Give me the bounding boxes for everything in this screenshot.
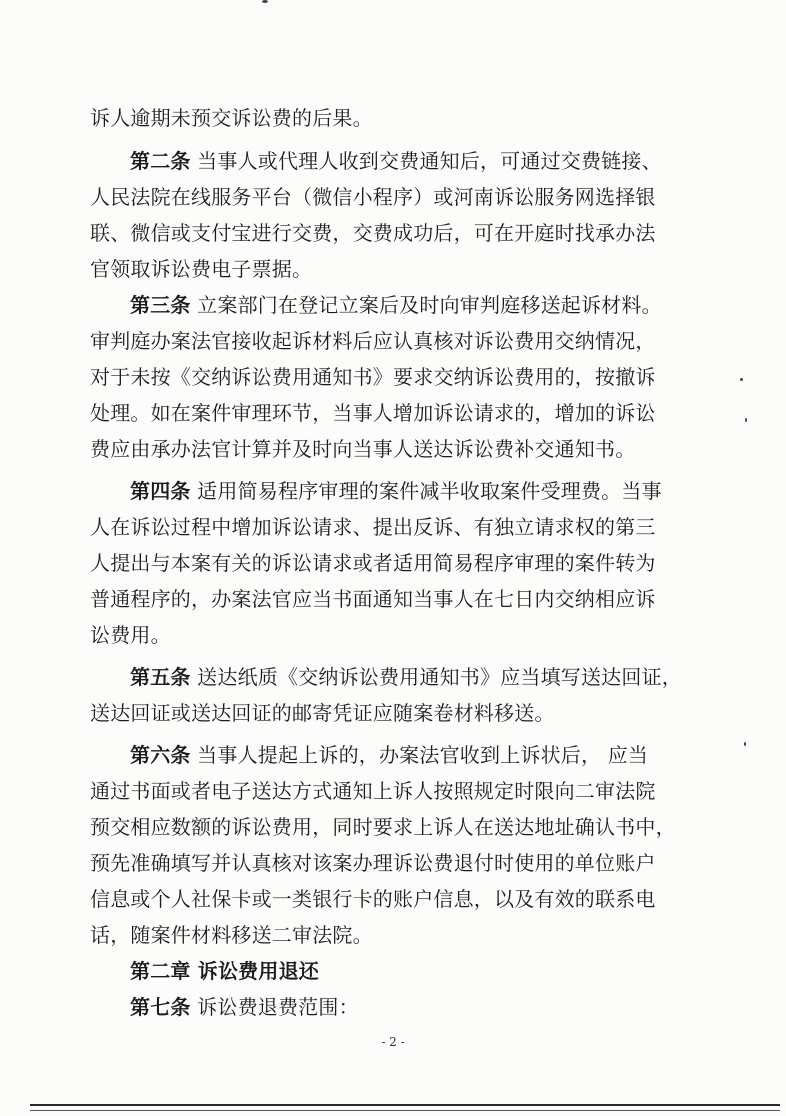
text-line: 讼费用。: [90, 623, 171, 647]
text-line: 诉讼费退费范围：: [197, 995, 359, 1019]
bottom-rule-thin: [30, 1110, 780, 1111]
page-number: - 2 -: [381, 1035, 405, 1049]
text-line: 送达回证或送达回证的邮寄凭证应随案卷材料移送。: [90, 701, 555, 725]
scan-speck: [262, 0, 268, 3]
text-line: 人民法院在线服务平台（微信小程序）或河南诉讼服务网选择银: [90, 185, 656, 209]
text-line: 人在诉讼过程中增加诉讼请求、提出反诉、有独立请求权的第三: [90, 515, 656, 539]
text-line: 预交相应数额的诉讼费用，同时要求上诉人在送达地址确认书中，: [90, 815, 676, 839]
text-line: 官领取诉讼费电子票据。: [90, 257, 313, 281]
text-line: 立案部门在登记立案后及时向审判庭移送起诉材料。: [197, 293, 662, 317]
bottom-rule: [30, 1104, 780, 1106]
chapter-2-heading: 第二章 诉讼费用退还: [130, 959, 319, 983]
text-line: 普通程序的，办案法官应当书面通知当事人在七日内交纳相应诉: [90, 587, 656, 611]
article-5-line: [130, 664, 740, 690]
scan-speck: [745, 418, 747, 422]
text-line: 费应由承办法官计算并及时向当事人送达诉讼费补交通知书。: [90, 437, 636, 461]
article-2-line: [130, 148, 740, 174]
article-7-line: [130, 994, 740, 1020]
text-line: 对于未按《交纳诉讼费用通知书》要求交纳诉讼费用的，按撤诉: [90, 365, 656, 389]
text-line: 适用简易程序审理的案件减半收取案件受理费。当事: [197, 479, 662, 503]
text-line: 当事人提起上诉的，办案法官收到上诉状后， 应当: [197, 743, 649, 767]
article-4-heading: 第四条: [130, 479, 191, 503]
article-6-line: [130, 742, 740, 768]
text-line: 信息或个人社保卡或一类银行卡的账户信息，以及有效的联系电: [90, 887, 656, 911]
text-line: 预先准确填写并认真核对该案办理诉讼费退付时使用的单位账户: [90, 851, 656, 875]
text-line: 送达纸质《交纳诉讼费用通知书》应当填写送达回证，: [197, 665, 682, 689]
scan-speck: [740, 378, 743, 381]
scan-speck: [744, 742, 746, 746]
text-line: 人提出与本案有关的诉讼请求或者适用简易程序审理的案件转为: [90, 551, 656, 575]
text-line: 话，随案件材料移送二审法院。: [90, 923, 373, 947]
text-line: 审判庭办案法官接收起诉材料后应认真核对诉讼费用交纳情况，: [90, 329, 656, 353]
text-line: 联、微信或支付宝进行交费，交费成功后，可在开庭时找承办法: [90, 221, 656, 245]
article-3-line: [130, 292, 740, 318]
article-2-heading: 第二条: [130, 149, 191, 173]
article-4-line: [130, 478, 740, 504]
article-3-heading: 第三条: [130, 293, 191, 317]
article-5-heading: 第五条: [130, 665, 191, 689]
text-line: 当事人或代理人收到交费通知后，可通过交费链接、: [197, 149, 662, 173]
text-line: 诉人逾期未预交诉讼费的后果。: [90, 106, 373, 130]
text-line: 通过书面或者电子送达方式通知上诉人按照规定时限向二审法院: [90, 779, 656, 803]
article-7-heading: 第七条: [130, 995, 191, 1019]
text-line: 处理。如在案件审理环节，当事人增加诉讼请求的，增加的诉讼: [90, 401, 656, 425]
article-6-heading: 第六条: [130, 743, 191, 767]
